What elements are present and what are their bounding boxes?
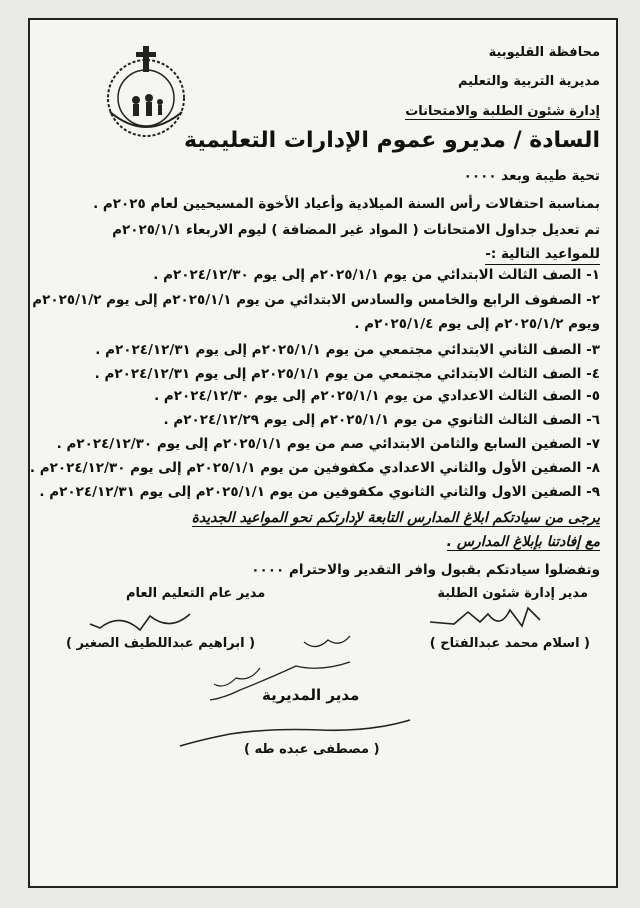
governorate-label: محافظة القليوبية — [488, 45, 600, 60]
closing-line: وتفضلوا سيادتكم بقبول وافر التقدير والاحترام ٠٠٠٠ — [251, 562, 600, 578]
schedule-item: ويوم ٢٠٢٥/١/٢م إلى يوم ٢٠٢٥/١/٤م . — [354, 316, 600, 332]
notice-line-2: مع إفادتنا بإبلاغ المدارس . — [446, 534, 600, 550]
greeting: تحية طيبة وبعد ٠٠٠٠ — [463, 168, 600, 184]
schedule-item: ٣- الصف الثاني الابتدائي مجتمعي من يوم ٢٠٢٥/١/١م إلى يوم ٢٠٢٤/١٢/٣١م . — [95, 342, 600, 358]
schedule-item: ٤- الصف الثالث الابتدائي مجتمعي من يوم ٢٠٢٥/١/١م إلى يوم ٢٠٢٤/١٢/٣١م . — [94, 366, 600, 382]
right-signature — [410, 600, 550, 640]
schedule-item: ٢- الصفوف الرابع والخامس والسادس الابتدائي من يوم ٢٠٢٥/١/١م إلى يوم ٢٠٢٥/١/٢م — [32, 292, 600, 308]
intro-line-2: تم تعديل جداول الامتحانات ( المواد غير المضافة ) ليوم الاربعاء ٢٠٢٥/١/١م — [112, 222, 600, 238]
schedule-item: ٩- الصفين الاول والثاني الثانوي مكفوفين من يوم ٢٠٢٥/١/١م إلى يوم ٢٠٢٤/١٢/٣١م . — [39, 484, 600, 500]
intro-line-3: للمواعيد التالية :- — [485, 244, 600, 265]
center-signatory-name: ( مصطفى عبده طه ) — [244, 742, 380, 757]
directorate-label: مديرية التربية والتعليم — [457, 74, 600, 89]
center-signatory-title: مدير المديرية — [262, 686, 360, 704]
left-signatory-name: ( ابراهيم عبداللطيف الصغير ) — [66, 636, 256, 651]
addressee-title: السادة / مديرو عموم الإدارات التعليمية — [183, 128, 600, 153]
right-signatory-name: ( اسلام محمد عبدالفتاح ) — [429, 636, 590, 651]
notice-line-1: يرجى من سيادتكم ابلاغ المدارس التابعة لإدارتكم نحو المواعيد الجديدة — [191, 510, 600, 526]
schedule-item: ١- الصف الثالث الابتدائي من يوم ٢٠٢٥/١/١م إلى يوم ٢٠٢٤/١٢/٣٠م . — [153, 267, 600, 283]
schedule-item: ٨- الصفين الأول والثاني الاعدادي مكفوفين من يوم ٢٠٢٥/١/١م إلى يوم ٢٠٢٤/١٢/٣٠م . — [29, 460, 600, 476]
intro-line-1: بمناسبة احتفالات رأس السنة الميلادية وأعياد الأخوة المسيحيين لعام ٢٠٢٥م . — [93, 196, 600, 212]
schedule-item: ٥- الصف الثالث الاعدادي من يوم ٢٠٢٥/١/١م إلى يوم ٢٠٢٤/١٢/٣٠م . — [154, 388, 600, 404]
left-signatory-title: مدير عام التعليم العام — [126, 586, 266, 601]
right-signatory-title: مدير إدارة شئون الطلبة — [437, 586, 588, 601]
schedule-item: ٦- الصف الثالث الثانوي من يوم ٢٠٢٥/١/١م إلى يوم ٢٠٢٤/١٢/٢٩م . — [163, 412, 600, 428]
directorate-logo — [86, 42, 206, 140]
department-label: إدارة شئون الطلبة والامتحانات — [405, 104, 600, 119]
schedule-item: ٧- الصفين السابع والثامن الابتدائي صم من يوم ٢٠٢٥/١/١م إلى يوم ٢٠٢٤/١٢/٣٠م . — [56, 436, 600, 452]
